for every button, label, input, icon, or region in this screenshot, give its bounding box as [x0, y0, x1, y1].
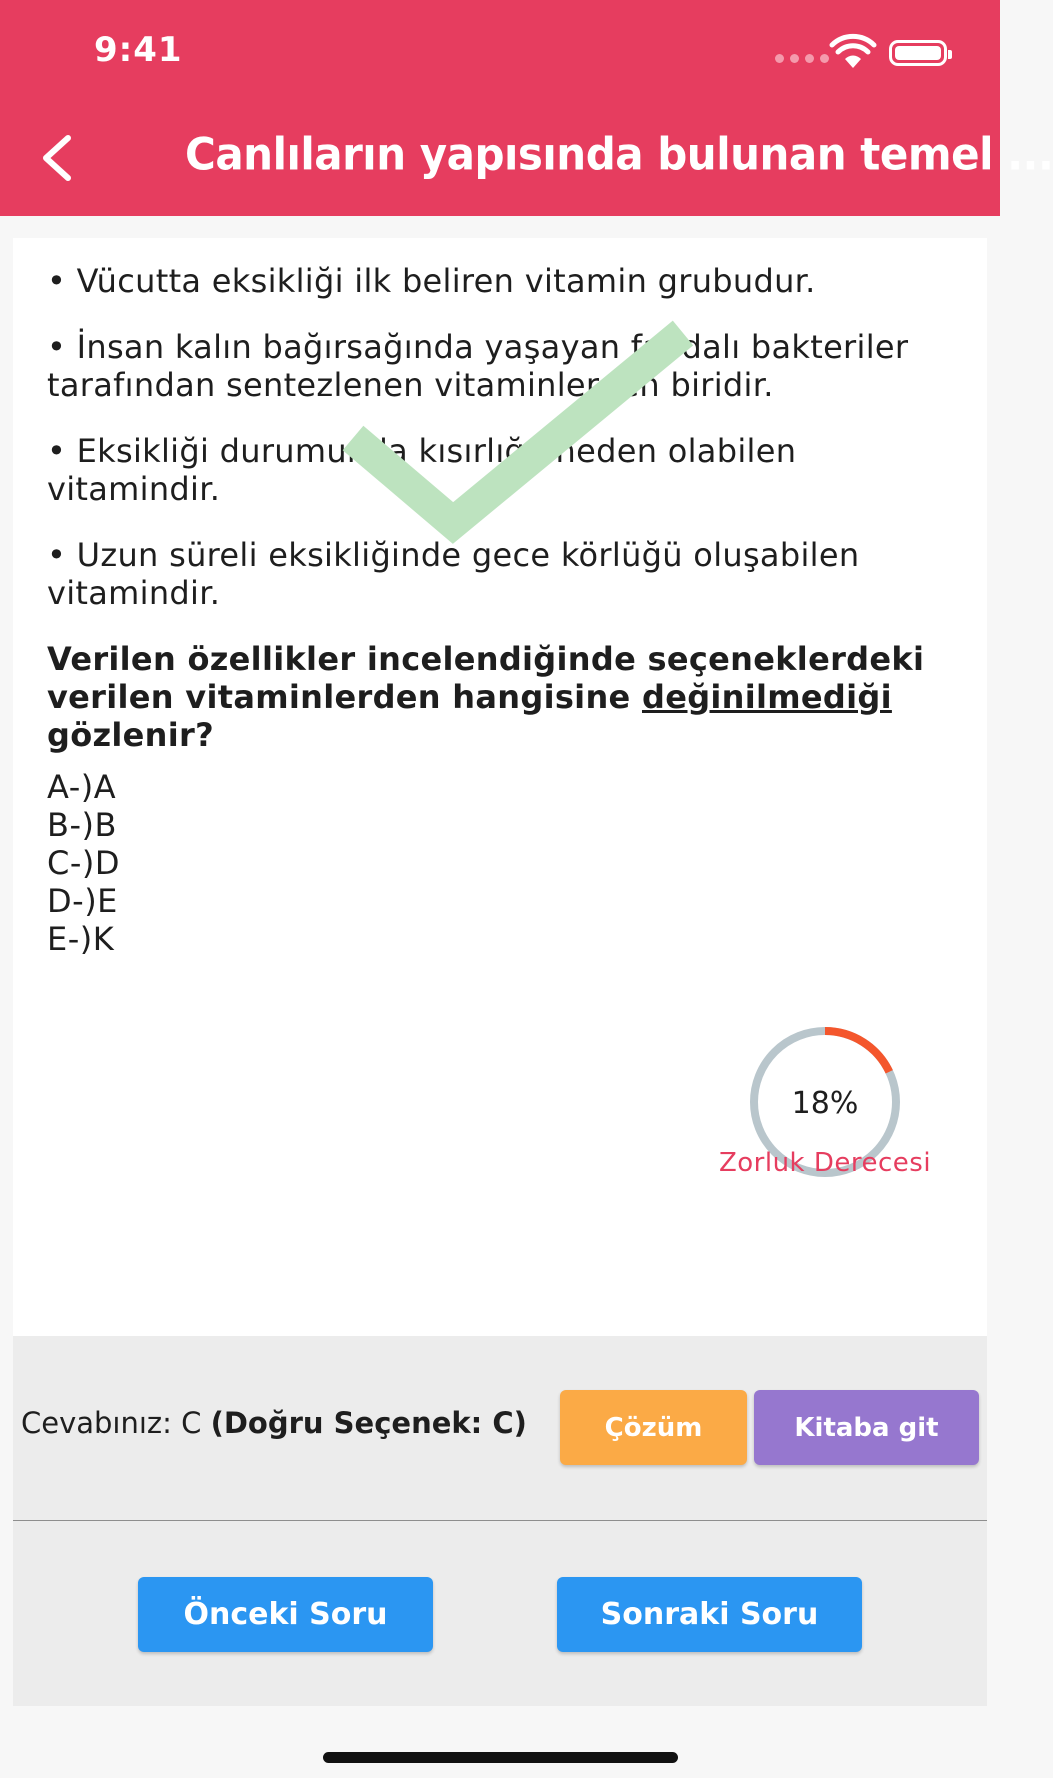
answer-bar	[13, 1336, 987, 1521]
option-a: A-)A	[47, 768, 117, 806]
next-question-button[interactable]: Sonraki Soru	[557, 1577, 862, 1652]
statement-4: • Uzun süreli eksikliğinde gece körlüğü oluşabilen vitamindir.	[47, 536, 860, 612]
chevron-left-icon[interactable]	[34, 128, 84, 188]
statement-2: • İnsan kalın bağırsağında yaşayan faydalı bakteriler tarafından sentezlenen vitaminlerden biridir.	[47, 328, 909, 404]
difficulty-label: Zorluk Derecesi	[718, 1148, 932, 1178]
battery-icon	[889, 40, 947, 66]
go-to-book-button[interactable]: Kitaba git	[754, 1390, 979, 1465]
navigation-bar	[13, 1521, 987, 1706]
wifi-icon	[830, 36, 876, 70]
previous-question-button[interactable]: Önceki Soru	[138, 1577, 433, 1652]
statement-1: • Vücutta eksikliği ilk beliren vitamin grubudur.	[47, 262, 816, 300]
prompt-underlined: değinilmediği	[641, 678, 892, 716]
prompt-text-after: gözlenir?	[47, 716, 214, 754]
home-indicator[interactable]	[323, 1752, 678, 1763]
user-answer: Cevabınız: C	[21, 1406, 202, 1440]
top-bar	[0, 0, 1053, 216]
option-c: C-)D	[47, 844, 121, 882]
option-d: D-)E	[47, 882, 118, 920]
correct-answer: (Doğru Seçenek: C)	[210, 1406, 527, 1440]
prompt-text-before: Verilen özellikler incelendiğinde seçeneklerdeki verilen vitaminlerden hangisine	[47, 640, 925, 716]
solution-button[interactable]: Çözüm	[560, 1390, 747, 1465]
question-prompt	[47, 640, 967, 754]
option-b: B-)B	[47, 806, 117, 844]
status-time: 9:41	[94, 30, 183, 70]
statement-3: • Eksikliği durumunda kısırlığa neden olabilen vitamindir.	[47, 432, 797, 508]
answer-summary	[21, 1406, 527, 1440]
page-title: Canlıların yapısında bulunan temel ...	[185, 128, 1053, 180]
option-e: E-)K	[47, 920, 115, 958]
difficulty-percent: 18%	[791, 1086, 859, 1121]
checkmark-icon	[333, 318, 703, 568]
cellular-signal-icon	[775, 54, 829, 63]
